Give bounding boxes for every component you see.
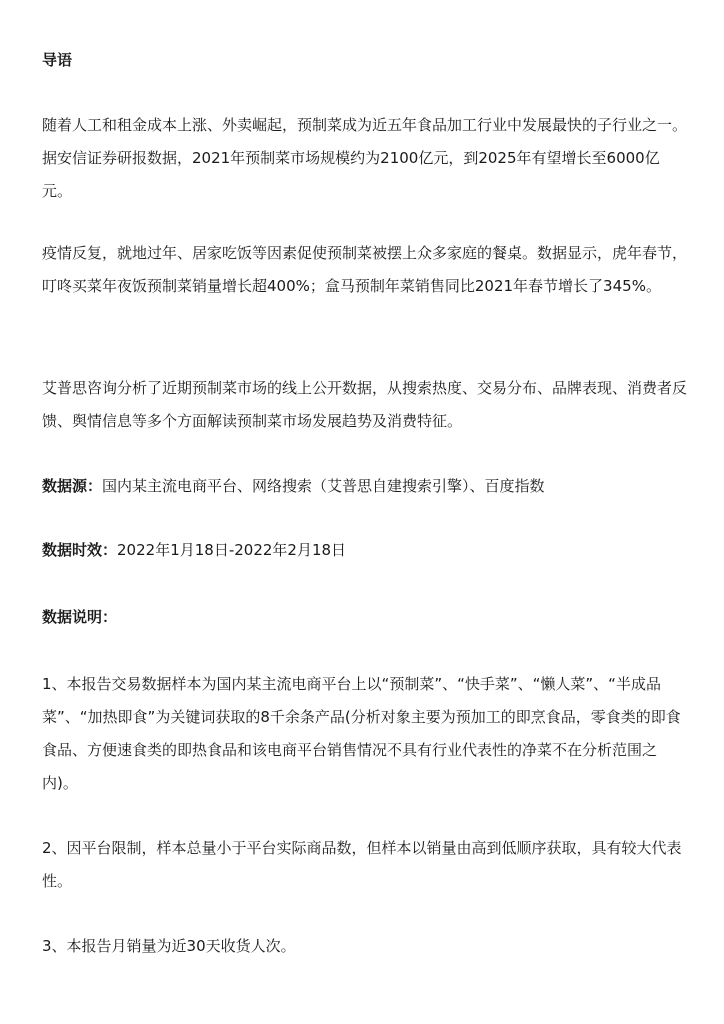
- data-period-label: 数据时效：: [42, 541, 118, 559]
- data-source: [42, 470, 687, 503]
- note-3: 3、本报告月销量为近30天收货人次。: [42, 937, 296, 955]
- data-period: [42, 534, 687, 567]
- data-period-value: 2022年1月18日-2022年2月18日: [117, 541, 347, 559]
- intro-paragraph-1: 随着人工和租金成本上涨、外卖崛起，预制菜成为近五年食品加工行业中发展最快的子行业之一。据安信证券研报数据，2021年预制菜市场规模约为2100亿元，到2025年有望增长至6000亿元。: [42, 116, 688, 200]
- intro-paragraph-3: 艾普思咨询分析了近期预制菜市场的线上公开数据，从搜索热度、交易分布、品牌表现、消费者反馈、舆情信息等多个方面解读预制菜市场发展趋势及消费特征。: [42, 379, 688, 430]
- data-notes-heading: 数据说明：: [42, 608, 118, 626]
- data-source-label: 数据源：: [42, 477, 103, 495]
- intro-paragraph-2: 疫情反复，就地过年、居家吃饭等因素促使预制菜被摆上众多家庭的餐桌。数据显示，虎年春节，叮咚买菜年夜饭预制菜销量增长超400%；盒马预制年菜销售同比2021年春节增长了345%。: [42, 244, 688, 295]
- heading: 导语: [42, 51, 73, 69]
- note-2: 2、因平台限制，样本总量小于平台实际商品数，但样本以销量由高到低顺序获取，具有较大代表性。: [42, 839, 682, 890]
- note-1: 1、本报告交易数据样本为国内某主流电商平台上以“预制菜”、“快手菜”、“懒人菜”、“半成品菜”、“加热即食”为关键词获取的8千余条产品(分析对象主要为预加工的即烹食品，零食类的即食食品、方便速食类的即热食品和该电商平台销售情况不具有行业代表性的净菜不在分析范围之内)。: [42, 675, 681, 792]
- data-source-value: 国内某主流电商平台、网络搜索（艾普思自建搜索引擎）、百度指数: [102, 477, 545, 495]
